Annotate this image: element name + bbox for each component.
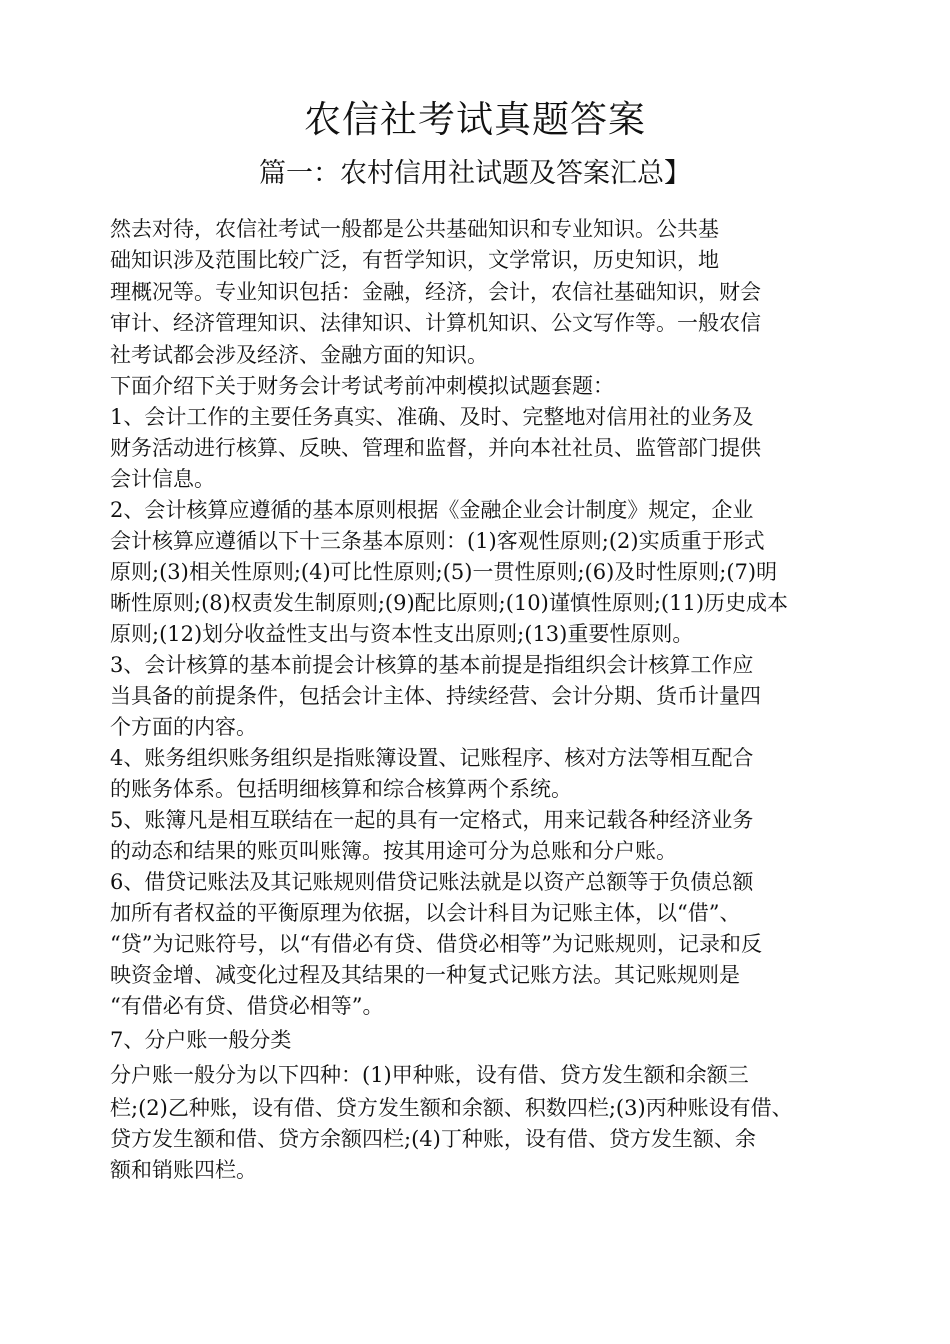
body-line: 额和销账四栏。 <box>110 1158 257 1182</box>
body-line: 晰性原则;(8)权责发生制原则;(9)配比原则;(10)谨慎性原则;(11)历史成本 <box>110 591 789 615</box>
body-line: 原则;(3)相关性原则;(4)可比性原则;(5)一贯性原则;(6)及时性原则;(7)明 <box>110 560 778 584</box>
body-line: 6、借贷记账法及其记账规则借贷记账法就是以资产总额等于负债总额 <box>110 870 754 894</box>
body-line: 4、账务组织账务组织是指账簿设置、记账程序、核对方法等相互配合 <box>110 746 754 770</box>
body-line: 2、会计核算应遵循的基本原则根据《金融企业会计制度》规定，企业 <box>110 498 754 522</box>
body-line: 1、会计工作的主要任务真实、准确、及时、完整地对信用社的业务及 <box>110 405 754 429</box>
document-title: 农信社考试真题答案 <box>304 98 646 141</box>
body-line: 映资金增、减变化过程及其结果的一种复式记账方法。其记账规则是 <box>110 963 740 987</box>
body-line: 财务活动进行核算、反映、管理和监督，并向本社社员、监管部门提供 <box>110 436 761 460</box>
body-line: 原则;(12)划分收益性支出与资本性支出原则;(13)重要性原则。 <box>110 622 694 646</box>
body-line: 理概况等。专业知识包括：金融，经济，会计，农信社基础知识，财会 <box>110 280 761 304</box>
body-line: 分户账一般分为以下四种：(1)甲种账，设有借、贷方发生额和余额三 <box>110 1063 749 1087</box>
body-line: 加所有者权益的平衡原理为依据，以会计科目为记账主体，以“借”、 <box>110 901 741 925</box>
body-line: 3、会计核算的基本前提会计核算的基本前提是指组织会计核算工作应 <box>110 653 754 677</box>
body-line: 的账务体系。包括明细核算和综合核算两个系统。 <box>110 777 572 801</box>
body-line: 栏;(2)乙种账，设有借、贷方发生额和余额、积数四栏;(3)丙种账设有借、 <box>110 1096 793 1120</box>
body-line: 下面介绍下关于财务会计考试考前冲刺模拟试题套题： <box>110 374 614 398</box>
document-subtitle: 篇一：农村信用社试题及答案汇总】 <box>259 158 691 189</box>
body-line: “有借必有贷、借贷必相等”。 <box>110 994 384 1018</box>
body-line: 当具备的前提条件，包括会计主体、持续经营、会计分期、货币计量四 <box>110 684 761 708</box>
body-line: 个方面的内容。 <box>110 715 257 739</box>
body-line: 5、账簿凡是相互联结在一起的具有一定格式，用来记载各种经济业务 <box>110 808 754 832</box>
body-line: “贷”为记账符号，以“有借必有贷、借贷必相等”为记账规则，记录和反 <box>110 932 762 956</box>
body-line: 贷方发生额和借、贷方余额四栏;(4)丁种账，设有借、贷方发生额、余 <box>110 1127 756 1151</box>
body-line: 的动态和结果的账页叫账簿。按其用途可分为总账和分户账。 <box>110 839 677 863</box>
body-line: 7、分户账一般分类 <box>110 1028 292 1052</box>
body-line: 础知识涉及范围比较广泛，有哲学知识，文学常识，历史知识，地 <box>110 248 719 272</box>
body-line: 社考试都会涉及经济、金融方面的知识。 <box>110 343 488 367</box>
body-line: 然去对待，农信社考试一般都是公共基础知识和专业知识。公共基 <box>110 217 719 241</box>
body-line: 会计核算应遵循以下十三条基本原则：(1)客观性原则;(2)实质重于形式 <box>110 529 765 553</box>
body-line: 审计、经济管理知识、法律知识、计算机知识、公文写作等。一般农信 <box>110 311 761 335</box>
body-line: 会计信息。 <box>110 467 215 491</box>
